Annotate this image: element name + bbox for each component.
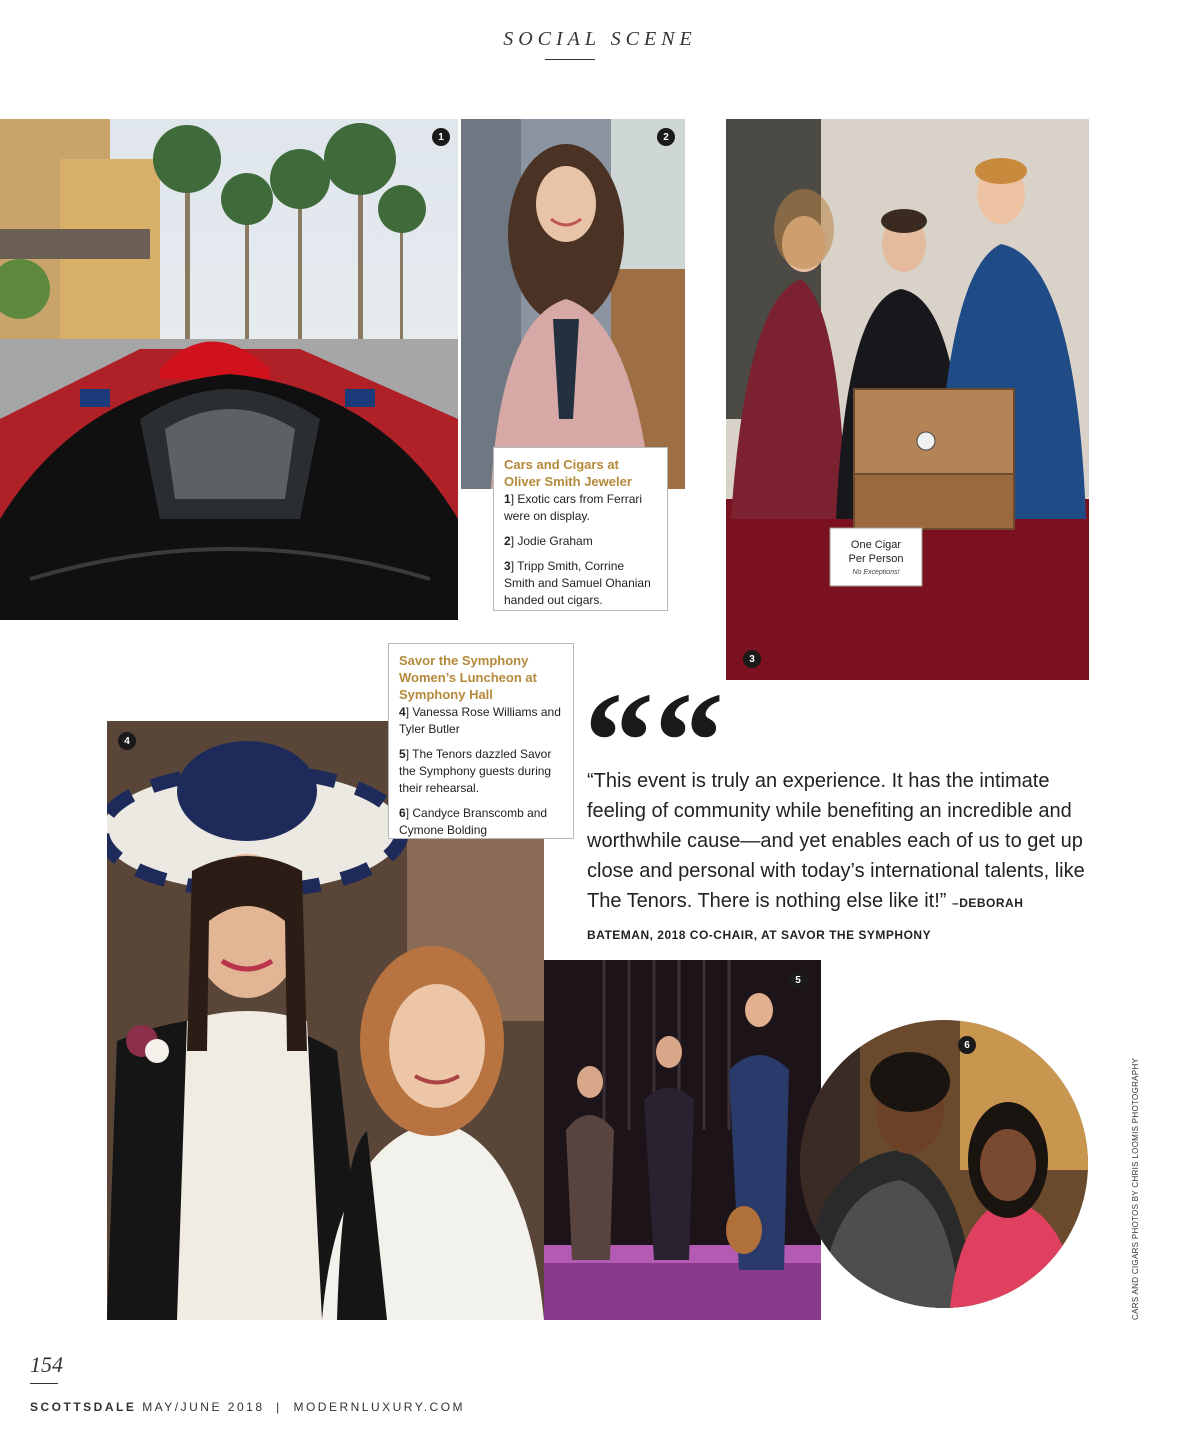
quote-mark-icon: ““ xyxy=(584,664,724,819)
photo-number-2: 2 xyxy=(657,128,675,146)
footer-issue: MAY/JUNE 2018 xyxy=(142,1400,265,1414)
footer-line xyxy=(30,1400,465,1414)
quote-body: “This event is truly an experience. It has the intimate feeling of community while benefiting an incredible and worthwhile cause—and yet enables each of us to get up close and personal with today’s international talents, like The Tenors. There is nothing else like it!” xyxy=(587,770,1085,912)
photo-ferrari-art xyxy=(0,119,458,620)
photo-jodie-graham-art xyxy=(461,119,685,489)
section-title: SOCIAL SCENE xyxy=(503,28,697,50)
photo-cigar-table xyxy=(726,119,1089,680)
section-rule xyxy=(545,59,595,60)
caption-heading: Cars and Cigars at Oliver Smith Jeweler xyxy=(504,457,632,489)
caption-heading: Savor the Symphony Women’s Luncheon at Symphony Hall xyxy=(399,653,537,702)
caption-item: 2] Jodie Graham xyxy=(504,534,593,548)
footer-magazine: SCOTTSDALE xyxy=(30,1400,137,1414)
footer-site-link[interactable]: MODERNLUXURY.COM xyxy=(293,1400,466,1414)
photo-number-1: 1 xyxy=(432,128,450,146)
photo-credit: CARS AND CIGARS PHOTOS BY CHRIS LOOMIS PHOTOGRAPHY xyxy=(1131,1057,1140,1320)
cigar-sign-line1: One Cigar xyxy=(850,539,902,551)
photo-candyce-cymone xyxy=(800,1020,1088,1308)
page-number: 154 xyxy=(30,1352,63,1377)
photo-jodie-graham xyxy=(461,119,685,489)
caption-item: 3] Tripp Smith, Corrine Smith and Samuel Ohanian handed out cigars. xyxy=(504,559,651,607)
photo-number-4: 4 xyxy=(118,732,136,750)
photo-cigar-table-art xyxy=(726,119,1089,680)
quote-attribution: –DEBORAH BATEMAN, 2018 CO-CHAIR, AT SAVOR THE SYMPHONY xyxy=(587,896,1024,942)
caption-item: 6] Candyce Branscomb and Cymone Bolding xyxy=(399,806,548,837)
footer-separator: | xyxy=(276,1400,282,1414)
caption-item: 5] The Tenors dazzled Savor the Symphony guests during their rehearsal. xyxy=(399,747,552,795)
photo-number-3: 3 xyxy=(743,650,761,668)
page-number-rule xyxy=(30,1383,58,1384)
photo-the-tenors xyxy=(544,960,821,1320)
cigar-sign-line3: No Exceptions! xyxy=(852,569,900,576)
photo-number-5: 5 xyxy=(789,971,807,989)
caption-box-savor-symphony xyxy=(388,643,574,839)
cigar-sign-line2: Per Person xyxy=(848,553,904,565)
caption-box-cars-cigars xyxy=(493,447,668,611)
photo-the-tenors-art xyxy=(544,960,821,1320)
pull-quote xyxy=(587,766,1087,950)
caption-item: 4] Vanessa Rose Williams and Tyler Butler xyxy=(399,705,561,736)
caption-item: 1] Exotic cars from Ferrari were on display. xyxy=(504,492,643,523)
photo-candyce-cymone-art xyxy=(800,1020,1088,1308)
photo-number-6: 6 xyxy=(958,1036,976,1054)
photo-ferrari xyxy=(0,119,458,620)
